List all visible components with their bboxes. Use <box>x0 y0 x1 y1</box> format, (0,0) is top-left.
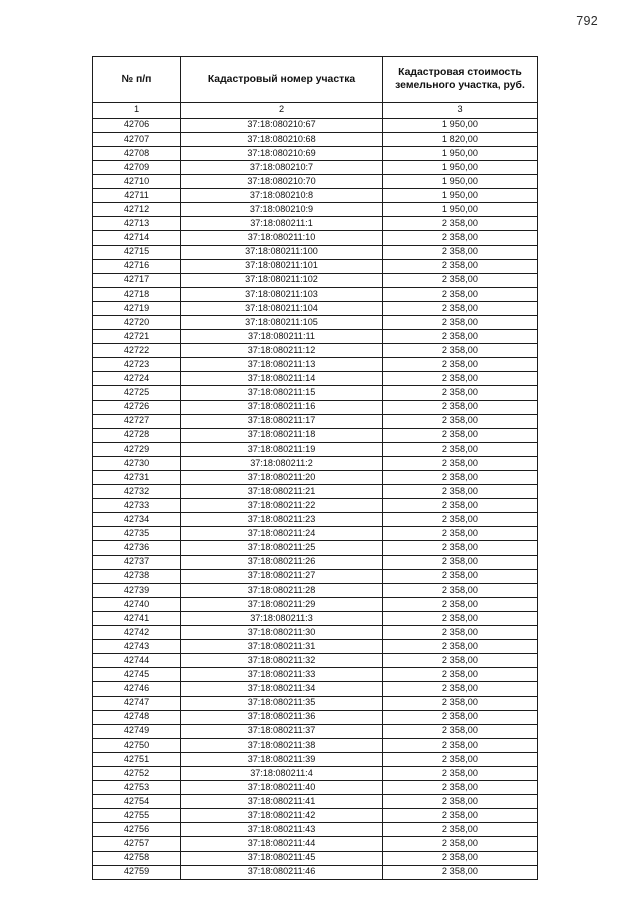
cell-index: 42751 <box>93 752 181 766</box>
page-number: 792 <box>576 14 598 28</box>
cell-cadastral-number: 37:18:080210:70 <box>181 175 383 189</box>
table-row <box>93 724 538 738</box>
cell-cadastral-value: 2 358,00 <box>383 273 538 287</box>
cell-cadastral-number: 37:18:080211:43 <box>181 823 383 837</box>
cell-cadastral-value: 2 358,00 <box>383 344 538 358</box>
cell-index: 42716 <box>93 259 181 273</box>
table-row <box>93 118 538 132</box>
cell-cadastral-number: 37:18:080211:2 <box>181 456 383 470</box>
cell-cadastral-number: 37:18:080211:19 <box>181 442 383 456</box>
cell-cadastral-value: 2 358,00 <box>383 555 538 569</box>
cell-cadastral-number: 37:18:080211:38 <box>181 738 383 752</box>
table-row <box>93 442 538 456</box>
cell-cadastral-value: 2 358,00 <box>383 414 538 428</box>
cell-index: 42737 <box>93 555 181 569</box>
column-number-2: 2 <box>181 103 383 119</box>
cell-index: 42724 <box>93 372 181 386</box>
cell-cadastral-value: 1 950,00 <box>383 118 538 132</box>
cell-index: 42758 <box>93 851 181 865</box>
cell-cadastral-number: 37:18:080211:17 <box>181 414 383 428</box>
cell-cadastral-number: 37:18:080211:28 <box>181 583 383 597</box>
cell-index: 42711 <box>93 189 181 203</box>
table-row <box>93 330 538 344</box>
cell-cadastral-value: 2 358,00 <box>383 738 538 752</box>
cell-index: 42726 <box>93 400 181 414</box>
cell-cadastral-value: 2 358,00 <box>383 456 538 470</box>
table-row <box>93 471 538 485</box>
table-row <box>93 231 538 245</box>
cell-cadastral-number: 37:18:080211:39 <box>181 752 383 766</box>
cell-index: 42717 <box>93 273 181 287</box>
cell-cadastral-number: 37:18:080210:67 <box>181 118 383 132</box>
table-row <box>93 555 538 569</box>
cell-cadastral-number: 37:18:080211:41 <box>181 795 383 809</box>
column-number-3: 3 <box>383 103 538 119</box>
table-row <box>93 766 538 780</box>
table-row <box>93 640 538 654</box>
table-row <box>93 217 538 231</box>
cell-index: 42710 <box>93 175 181 189</box>
cell-cadastral-value: 2 358,00 <box>383 358 538 372</box>
cell-cadastral-value: 2 358,00 <box>383 442 538 456</box>
cell-index: 42745 <box>93 668 181 682</box>
cell-cadastral-value: 2 358,00 <box>383 851 538 865</box>
cell-cadastral-number: 37:18:080210:8 <box>181 189 383 203</box>
table-row <box>93 400 538 414</box>
cell-cadastral-number: 37:18:080210:7 <box>181 160 383 174</box>
table-row <box>93 301 538 315</box>
cell-index: 42756 <box>93 823 181 837</box>
table-row <box>93 569 538 583</box>
cell-cadastral-number: 37:18:080211:22 <box>181 499 383 513</box>
cell-index: 42746 <box>93 682 181 696</box>
cell-cadastral-number: 37:18:080211:103 <box>181 287 383 301</box>
cadastre-table-container <box>92 56 537 880</box>
table-row <box>93 682 538 696</box>
cell-cadastral-value: 1 950,00 <box>383 175 538 189</box>
table-row <box>93 428 538 442</box>
cell-cadastral-value: 1 820,00 <box>383 132 538 146</box>
cell-cadastral-value: 2 358,00 <box>383 485 538 499</box>
cell-cadastral-value: 2 358,00 <box>383 724 538 738</box>
cell-cadastral-value: 2 358,00 <box>383 428 538 442</box>
table-header <box>93 57 538 119</box>
cell-index: 42733 <box>93 499 181 513</box>
cell-cadastral-value: 2 358,00 <box>383 795 538 809</box>
cell-cadastral-number: 37:18:080211:18 <box>181 428 383 442</box>
cell-index: 42718 <box>93 287 181 301</box>
cell-index: 42713 <box>93 217 181 231</box>
cell-cadastral-value: 2 358,00 <box>383 583 538 597</box>
cell-cadastral-value: 2 358,00 <box>383 231 538 245</box>
cell-cadastral-number: 37:18:080211:104 <box>181 301 383 315</box>
cell-index: 42749 <box>93 724 181 738</box>
cell-index: 42755 <box>93 809 181 823</box>
cell-cadastral-value: 2 358,00 <box>383 301 538 315</box>
cell-index: 42753 <box>93 781 181 795</box>
table-row <box>93 414 538 428</box>
table-row <box>93 245 538 259</box>
cell-index: 42750 <box>93 738 181 752</box>
cell-index: 42748 <box>93 710 181 724</box>
cell-cadastral-value: 2 358,00 <box>383 781 538 795</box>
cell-cadastral-number: 37:18:080211:11 <box>181 330 383 344</box>
table-column-number-row <box>93 103 538 119</box>
cell-cadastral-number: 37:18:080211:15 <box>181 386 383 400</box>
cell-cadastral-value: 2 358,00 <box>383 499 538 513</box>
cell-index: 42752 <box>93 766 181 780</box>
table-row <box>93 160 538 174</box>
cadastre-table <box>92 56 538 880</box>
cell-index: 42735 <box>93 527 181 541</box>
table-row <box>93 865 538 879</box>
cell-cadastral-value: 1 950,00 <box>383 189 538 203</box>
cell-index: 42754 <box>93 795 181 809</box>
cell-index: 42722 <box>93 344 181 358</box>
cell-cadastral-number: 37:18:080210:69 <box>181 146 383 160</box>
cell-cadastral-number: 37:18:080211:3 <box>181 611 383 625</box>
cell-cadastral-number: 37:18:080211:12 <box>181 344 383 358</box>
cell-cadastral-number: 37:18:080211:42 <box>181 809 383 823</box>
cell-cadastral-value: 2 358,00 <box>383 766 538 780</box>
table-row <box>93 386 538 400</box>
cell-cadastral-value: 2 358,00 <box>383 668 538 682</box>
table-row <box>93 597 538 611</box>
cell-cadastral-value: 2 358,00 <box>383 569 538 583</box>
cell-cadastral-value: 2 358,00 <box>383 527 538 541</box>
cell-cadastral-number: 37:18:080211:33 <box>181 668 383 682</box>
cell-index: 42739 <box>93 583 181 597</box>
cell-cadastral-value: 2 358,00 <box>383 611 538 625</box>
table-row <box>93 626 538 640</box>
cell-index: 42731 <box>93 471 181 485</box>
cell-cadastral-value: 1 950,00 <box>383 160 538 174</box>
column-header-cadastral-value-line2: земельного участка, руб. <box>395 80 525 91</box>
cell-cadastral-value: 2 358,00 <box>383 752 538 766</box>
table-row <box>93 273 538 287</box>
cell-cadastral-value: 2 358,00 <box>383 259 538 273</box>
cell-index: 42707 <box>93 132 181 146</box>
cell-index: 42727 <box>93 414 181 428</box>
cell-index: 42709 <box>93 160 181 174</box>
table-row <box>93 132 538 146</box>
cell-cadastral-number: 37:18:080211:16 <box>181 400 383 414</box>
table-row <box>93 358 538 372</box>
cell-cadastral-value: 1 950,00 <box>383 203 538 217</box>
table-row <box>93 146 538 160</box>
cell-cadastral-number: 37:18:080211:32 <box>181 654 383 668</box>
table-row <box>93 823 538 837</box>
cell-index: 42720 <box>93 315 181 329</box>
cell-cadastral-value: 2 358,00 <box>383 865 538 879</box>
cell-cadastral-number: 37:18:080211:27 <box>181 569 383 583</box>
table-row <box>93 654 538 668</box>
cell-cadastral-number: 37:18:080211:40 <box>181 781 383 795</box>
cell-cadastral-number: 37:18:080210:68 <box>181 132 383 146</box>
cell-cadastral-value: 2 358,00 <box>383 372 538 386</box>
table-row <box>93 175 538 189</box>
cell-cadastral-value: 2 358,00 <box>383 696 538 710</box>
table-row <box>93 456 538 470</box>
column-header-cadastral-value-line1: Кадастровая стоимость <box>398 67 522 78</box>
table-row <box>93 696 538 710</box>
table-row <box>93 344 538 358</box>
table-row <box>93 809 538 823</box>
cell-cadastral-value: 2 358,00 <box>383 640 538 654</box>
cell-index: 42738 <box>93 569 181 583</box>
cell-cadastral-value: 2 358,00 <box>383 386 538 400</box>
cell-cadastral-value: 2 358,00 <box>383 654 538 668</box>
table-row <box>93 851 538 865</box>
cell-cadastral-number: 37:18:080211:37 <box>181 724 383 738</box>
cell-index: 42759 <box>93 865 181 879</box>
cell-index: 42740 <box>93 597 181 611</box>
cell-cadastral-value: 2 358,00 <box>383 710 538 724</box>
cell-cadastral-number: 37:18:080211:100 <box>181 245 383 259</box>
table-row <box>93 499 538 513</box>
cell-cadastral-number: 37:18:080211:26 <box>181 555 383 569</box>
cell-cadastral-value: 2 358,00 <box>383 245 538 259</box>
cell-cadastral-number: 37:18:080211:25 <box>181 541 383 555</box>
table-header-row <box>93 57 538 103</box>
table-row <box>93 583 538 597</box>
cell-cadastral-number: 37:18:080211:10 <box>181 231 383 245</box>
cell-cadastral-number: 37:18:080211:4 <box>181 766 383 780</box>
cell-cadastral-number: 37:18:080211:34 <box>181 682 383 696</box>
cell-index: 42712 <box>93 203 181 217</box>
cell-index: 42736 <box>93 541 181 555</box>
cell-index: 42741 <box>93 611 181 625</box>
table-row <box>93 837 538 851</box>
cell-index: 42732 <box>93 485 181 499</box>
cell-index: 42725 <box>93 386 181 400</box>
cell-cadastral-value: 2 358,00 <box>383 330 538 344</box>
column-header-index: № п/п <box>93 57 181 103</box>
cell-cadastral-number: 37:18:080211:101 <box>181 259 383 273</box>
table-row <box>93 513 538 527</box>
cell-cadastral-number: 37:18:080211:30 <box>181 626 383 640</box>
cell-cadastral-value: 2 358,00 <box>383 217 538 231</box>
cell-cadastral-number: 37:18:080211:105 <box>181 315 383 329</box>
cell-cadastral-value: 2 358,00 <box>383 400 538 414</box>
table-row <box>93 527 538 541</box>
cell-index: 42723 <box>93 358 181 372</box>
cell-cadastral-number: 37:18:080211:24 <box>181 527 383 541</box>
table-row <box>93 752 538 766</box>
cell-index: 42734 <box>93 513 181 527</box>
table-row <box>93 189 538 203</box>
cell-cadastral-value: 2 358,00 <box>383 541 538 555</box>
cell-cadastral-number: 37:18:080211:44 <box>181 837 383 851</box>
column-number-1: 1 <box>93 103 181 119</box>
cell-cadastral-value: 2 358,00 <box>383 626 538 640</box>
cell-cadastral-number: 37:18:080211:29 <box>181 597 383 611</box>
table-row <box>93 668 538 682</box>
table-row <box>93 315 538 329</box>
cell-index: 42708 <box>93 146 181 160</box>
cell-index: 42747 <box>93 696 181 710</box>
cell-cadastral-number: 37:18:080211:36 <box>181 710 383 724</box>
cell-cadastral-value: 2 358,00 <box>383 837 538 851</box>
table-row <box>93 611 538 625</box>
cell-index: 42715 <box>93 245 181 259</box>
cell-index: 42742 <box>93 626 181 640</box>
cell-cadastral-value: 1 950,00 <box>383 146 538 160</box>
cell-cadastral-number: 37:18:080211:35 <box>181 696 383 710</box>
cell-index: 42744 <box>93 654 181 668</box>
cell-cadastral-value: 2 358,00 <box>383 471 538 485</box>
cell-cadastral-value: 2 358,00 <box>383 809 538 823</box>
table-row <box>93 781 538 795</box>
cell-index: 42706 <box>93 118 181 132</box>
column-header-cadastral-number: Кадастровый номер участка <box>181 57 383 103</box>
cell-cadastral-number: 37:18:080211:45 <box>181 851 383 865</box>
cell-index: 42729 <box>93 442 181 456</box>
table-row <box>93 795 538 809</box>
cell-cadastral-value: 2 358,00 <box>383 823 538 837</box>
cell-cadastral-number: 37:18:080211:14 <box>181 372 383 386</box>
cell-index: 42714 <box>93 231 181 245</box>
cell-cadastral-number: 37:18:080211:46 <box>181 865 383 879</box>
cell-index: 42743 <box>93 640 181 654</box>
table-row <box>93 738 538 752</box>
cell-index: 42757 <box>93 837 181 851</box>
table-row <box>93 485 538 499</box>
table-row <box>93 287 538 301</box>
cell-cadastral-value: 2 358,00 <box>383 287 538 301</box>
cell-cadastral-value: 2 358,00 <box>383 682 538 696</box>
cell-cadastral-number: 37:18:080210:9 <box>181 203 383 217</box>
table-row <box>93 259 538 273</box>
cell-cadastral-number: 37:18:080211:21 <box>181 485 383 499</box>
table-row <box>93 710 538 724</box>
cell-cadastral-number: 37:18:080211:13 <box>181 358 383 372</box>
cell-cadastral-number: 37:18:080211:20 <box>181 471 383 485</box>
cell-cadastral-value: 2 358,00 <box>383 315 538 329</box>
table-row <box>93 203 538 217</box>
cell-cadastral-number: 37:18:080211:31 <box>181 640 383 654</box>
table-body <box>93 118 538 879</box>
cell-cadastral-number: 37:18:080211:23 <box>181 513 383 527</box>
cell-index: 42728 <box>93 428 181 442</box>
table-row <box>93 372 538 386</box>
cell-cadastral-value: 2 358,00 <box>383 513 538 527</box>
cell-index: 42730 <box>93 456 181 470</box>
column-header-cadastral-value <box>383 57 538 103</box>
cell-cadastral-number: 37:18:080211:1 <box>181 217 383 231</box>
table-row <box>93 541 538 555</box>
cell-cadastral-number: 37:18:080211:102 <box>181 273 383 287</box>
cell-cadastral-value: 2 358,00 <box>383 597 538 611</box>
cell-index: 42719 <box>93 301 181 315</box>
cell-index: 42721 <box>93 330 181 344</box>
